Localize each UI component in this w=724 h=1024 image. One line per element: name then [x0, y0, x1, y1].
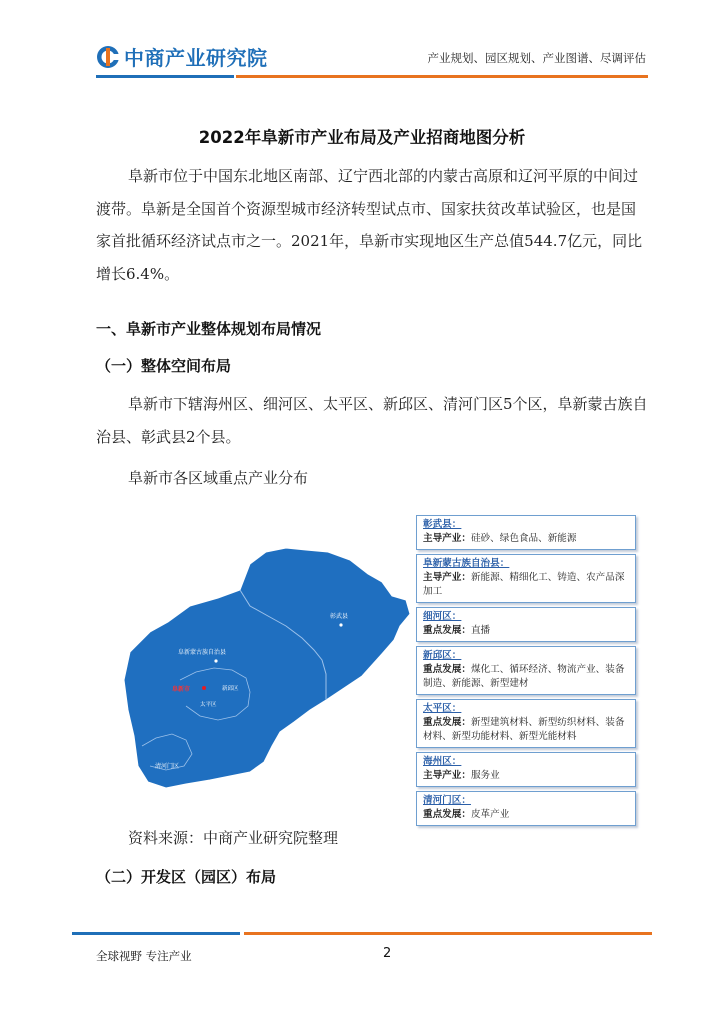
- section-heading-1: 一、阜新市产业整体规划布局情况: [96, 320, 322, 338]
- box-text: 煤化工、循环经济、物流产业、装备制造、新能源、新型建材: [423, 664, 625, 689]
- box-text: 服务业: [470, 770, 500, 781]
- label-fuxin-city: 阜新市: [172, 686, 191, 693]
- box-title: 清河门区：: [423, 795, 471, 806]
- subsection-heading-2: （二）开发区（园区）布局: [96, 868, 277, 886]
- box-title: 彰武县：: [423, 519, 462, 530]
- marker-zhangwu: [339, 623, 342, 626]
- header-divider-orange: [236, 75, 648, 78]
- info-box-haizhou: [416, 752, 636, 787]
- box-label: 重点发展：: [423, 664, 471, 675]
- subsection-heading-1: （一）整体空间布局: [96, 357, 232, 375]
- box-label: 主导产业：: [423, 770, 471, 781]
- label-xinqiu: 新邱区: [222, 686, 239, 692]
- footer-divider-orange: [244, 932, 652, 935]
- industry-map-figure: [100, 510, 640, 820]
- label-qinghemen: 清河门区: [155, 763, 180, 770]
- fuxin-map: [100, 510, 420, 810]
- info-box-qinghemen: [416, 791, 636, 826]
- footer-slogan: 全球视野 专注产业: [96, 949, 192, 963]
- box-label: 重点发展：: [423, 717, 471, 728]
- box-text: 直播: [470, 625, 491, 636]
- marker-fumeng: [214, 659, 217, 662]
- layout-paragraph: 阜新市下辖海州区、细河区、太平区、新邱区、清河门区5个区，阜新蒙古族自治县、彰武县2个县。: [96, 395, 648, 446]
- box-title: 新邱区：: [423, 650, 462, 661]
- label-fumeng: 阜新蒙古族自治县: [178, 649, 227, 656]
- box-title: 阜新蒙古族自治县：: [423, 558, 510, 569]
- box-text: 皮革产业: [470, 809, 510, 820]
- page-header: [0, 0, 724, 90]
- box-text: 硅砂、绿色食品、新能源: [470, 533, 577, 544]
- intro-paragraph: 阜新市位于中国东北地区南部、辽宁西北部的内蒙古高原和辽河平原的中间过渡带。阜新是全国首个资源型城市经济转型试点市、国家扶贫改革试验区，也是国家首批循环经济试点市之一。2021年，阜新市实现地区生产总值544.7亿元，同比增长6.4%。: [96, 167, 643, 283]
- info-box-fumeng: [416, 554, 636, 603]
- label-zhangwu: 彰武县: [330, 613, 349, 620]
- box-label: 主导产业：: [423, 572, 471, 583]
- footer-divider-blue: [72, 932, 240, 935]
- brand-logo: [96, 42, 268, 71]
- header-divider-blue: [96, 75, 234, 78]
- district-industry-boxes: [416, 515, 636, 830]
- logo-text: 中商产业研究院: [124, 46, 268, 70]
- info-box-xihe: [416, 607, 636, 642]
- header-tagline: 产业规划、园区规划、产业图谱、尽调评估: [427, 51, 646, 65]
- source-note: 资料来源：中商产业研究院整理: [128, 829, 339, 847]
- map-region-shape: [124, 548, 410, 788]
- box-title: 细河区：: [423, 611, 462, 622]
- box-text: 新能源、精细化工、铸造、农产品深加工: [423, 572, 625, 597]
- box-text: 新型建筑材料、新型纺织材料、装备材料、新型功能材料、新型光能材料: [423, 717, 625, 742]
- label-taiping: 太平区: [200, 702, 217, 708]
- info-box-zhangwu: [416, 515, 636, 550]
- page-number: 2: [383, 946, 392, 961]
- document-title: 2022年阜新市产业布局及产业招商地图分析: [198, 128, 526, 147]
- figure-caption: 阜新市各区域重点产业分布: [128, 469, 309, 487]
- box-label: 主导产业：: [423, 533, 471, 544]
- box-title: 太平区：: [423, 703, 462, 714]
- logo-mark-icon: [96, 45, 120, 69]
- box-label: 重点发展：: [423, 625, 471, 636]
- marker-fuxin-city: [202, 686, 206, 690]
- box-title: 海州区：: [423, 756, 462, 767]
- info-box-xinqiu: [416, 646, 636, 695]
- info-box-taiping: [416, 699, 636, 748]
- box-label: 重点发展：: [423, 809, 471, 820]
